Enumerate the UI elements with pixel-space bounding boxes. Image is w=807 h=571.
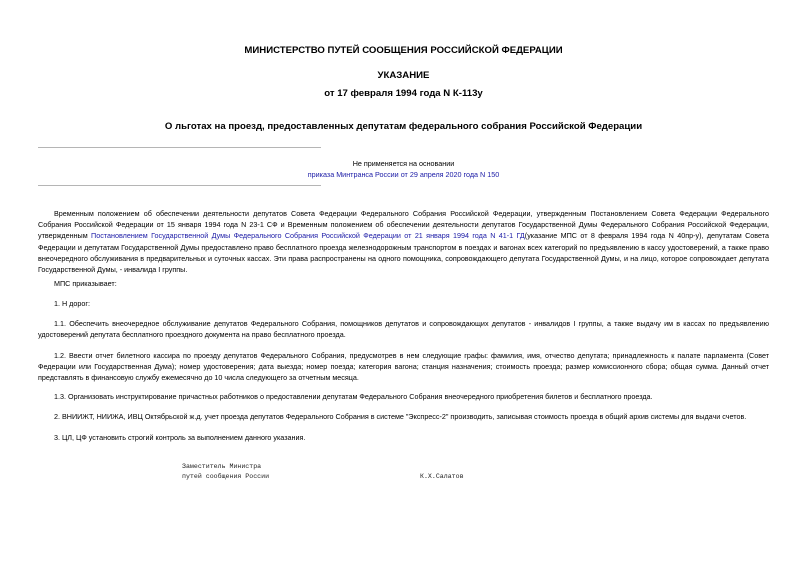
status-note-text: Не применяется на основании: [352, 159, 455, 168]
intro-decree-link[interactable]: Постановлением Государственной Думы Федерального Собрания Российской Федерации от 21 января 1994 года N 41-1 ГД: [91, 231, 525, 241]
intro-text-start: Временным положением об обеспечении деятельности депутатов Совета Федерации Федерального Собрания Российской Федерации, утвержденным Постановлением Совета Федерации Федерального Собрания Российской Федерации от 15 января 1994 года N 23-1 СФ и Временным положением об обеспечении деятельности депутатов Государственной Думы Федерального Собрания Российской Федерации, утвержденным: [38, 209, 769, 241]
document-date-heading: от 17 февраля 1994 года N К-113у: [324, 88, 483, 99]
paragraph-1: 1. Н дорог:: [54, 299, 90, 308]
ministry-heading: МИНИСТЕРСТВО ПУТЕЙ СООБЩЕНИЯ РОССИЙСКОЙ ФЕДЕРАЦИИ: [244, 45, 563, 56]
signatory-title-line-1: Заместитель Министра: [182, 463, 262, 470]
paragraph-1-3: 1.3. Организовать инструктирование причастных работников о предоставлении депутатам Федерального Собрания внеочередного приобретения билетов и бесплатного проезда.: [54, 392, 653, 401]
intro-text-end: (указание МПС от 8 февраля 1994 года N 40пр-у), депутатам Совета Федерации и депутатам Государственной Думы предоставлено право бесплатного проезда железнодорожным транспортом в поездах и вагонах всех категорий по предъявлению в кассу удостоверений, а также право внеочередного обслуживания в предварительных и суточных кассах. Эти права распространены на одного помощника, сопровождающего депутата Государственной Думы, и на лицо, которое сопровождает депутата Государственной Думы, - инвалида I группы.: [38, 231, 769, 275]
status-note-link[interactable]: приказа Минтранса России от 29 апреля 2020 года N 150: [307, 170, 500, 179]
orders-paragraph: МПС приказывает:: [54, 279, 117, 288]
signatory-name: К.Х.Салатов: [420, 472, 464, 480]
paragraph-3: 3. ЦЛ, ЦФ установить строгий контроль за выполнением данного указания.: [54, 433, 306, 442]
signatory-title-line-2: путей сообщения России: [182, 472, 270, 480]
signatory-title: [182, 462, 269, 481]
paragraph-1-1: 1.1. Обеспечить внеочередное обслуживание депутатов Федерального Собрания, помощников депутатов и сопровождающих депутатов - инвалидов I группы, а также выдачу им в кассах по предъявлению удостоверений депутата бесплатного проездного документа на право бесплатного проезда.: [38, 319, 769, 340]
intro-paragraph: [38, 208, 769, 275]
status-note-line: [0, 170, 807, 179]
document-subject-heading: О льготах на проезд, предоставленных депутатам федерального собрания Российской Федерации: [164, 121, 643, 132]
paragraph-2: 2. ВНИИЖТ, НИИЖА, ИВЦ Октябрьской ж.д. учет проезда депутатов Федерального Собрания в системе "Экспресс-2" производить, записывая стоимость проезда в общий архив системы для выдачи счетов.: [54, 412, 747, 421]
top-divider: [38, 147, 321, 148]
document-type-heading: УКАЗАНИЕ: [377, 70, 430, 81]
paragraph-1-2: 1.2. Ввести отчет билетного кассира по проезду депутатов Федерального Собрания, предусмотрев в нем следующие графы: фамилия, имя, отчество депутата; принадлежность к палате парламента (Совет Федерации или Государственная Дума); номер удостоверения; дата выезда; номер поезда; категория вагона; станция назначения; стоимость проезда; размер комиссионного сбора; общая сумма. Данный отчет представлять в финансовую службу ежемесячно до 10 числа следующего за отчетным месяца.: [38, 351, 769, 383]
bottom-divider: [38, 185, 321, 186]
